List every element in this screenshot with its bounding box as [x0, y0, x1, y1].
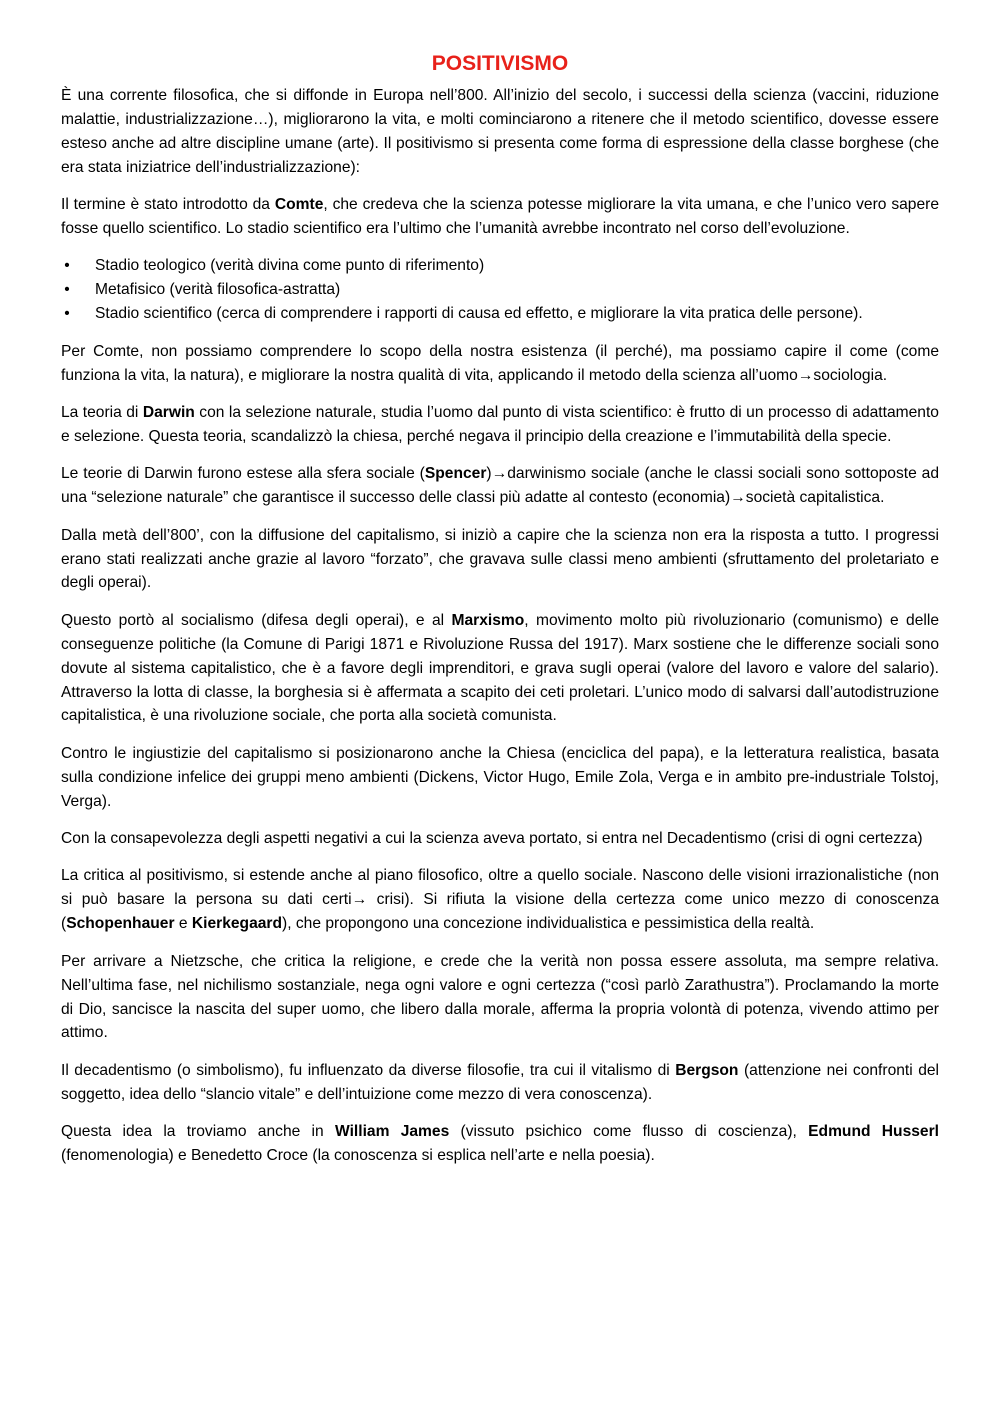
bold-name-edmund-husserl: Edmund Husserl	[808, 1123, 939, 1141]
text-span: ), che propongono una concezione individualistica e pessimistica della realtà.	[282, 915, 815, 933]
text-span: Per Comte, non possiamo comprendere lo scopo della nostra esistenza (il perché), ma possiamo capire il come (come funziona la vita, la natura), e migliorare la nostra qualità di vita, applicando il metodo della scienza all’uomo	[61, 342, 939, 384]
paragraph-bergson	[61, 1059, 939, 1107]
text-span: (fenomenologia) e Benedetto Croce (la conoscenza si esplica nell’arte e nella poesia).	[61, 1147, 655, 1165]
paragraph-philosophical-critique	[61, 864, 939, 936]
text-span: La teoria di	[61, 403, 143, 421]
paragraph-marxism	[61, 609, 939, 729]
paragraph-spencer	[61, 462, 939, 510]
text-span: darwinismo sociale (anche le classi sociali sono sottoposte ad una “selezione naturale” che garantisce il successo delle classi più adatte al contesto (economia)	[61, 465, 939, 507]
arrow-right-icon: →	[797, 366, 814, 384]
bold-name-marxismo: Marxismo	[451, 611, 525, 629]
paragraph-nietzsche: Per arrivare a Nietzsche, che critica la religione, e crede che la verità non possa essere assoluta, ma sempre relativa. Nell’ultima fase, nel nichilismo sostanziale, nega ogni valore e ogni certezza (“così parlò Zarathustra”). Proclamando la morte di Dio, sancisce la nascita del super uomo, che libero dalla morale, afferma la propria volontà di potenza, vivendo attimo per attimo.	[61, 952, 939, 1042]
bold-name-william-james: William James	[334, 1123, 450, 1141]
text-span: Il decadentismo (o simbolismo), fu influenzato da diverse filosofie, tra cui il vitalismo di	[61, 1061, 676, 1079]
bold-name-darwin: Darwin	[142, 403, 195, 421]
bullet-icon: •	[64, 257, 70, 275]
text-span: La critica al positivismo, si estende anche al piano filosofico, oltre a quello sociale. Nascono delle visioni irrazionalistiche (non si può basare la persona su dati certi	[61, 867, 939, 909]
text-span: Questa idea la troviamo anche in	[61, 1123, 335, 1141]
list-item	[61, 278, 939, 302]
text-span: Le teorie di Darwin furono estese alla sfera sociale (	[61, 465, 425, 483]
paragraph-church-literature: Contro le ingiustizie del capitalismo si posizionarono anche la Chiesa (enciclica del papa), e la letteratura realistica, basata sulla condizione infelice dei gruppi meno ambienti (Dickens, Victor Hugo, Emile Zola, Verga e in ambito pre-industriale Tolstoj, Verga).	[61, 744, 939, 810]
text-span: (attenzione nei confronti del soggetto, idea dello “slancio vitale” e dell’intuizione come mezzo di vera conoscenza).	[61, 1061, 940, 1103]
paragraph-intro: È una corrente filosofica, che si diffonde in Europa nell’800. All’inizio del secolo, i successi della scienza (vaccini, riduzione malattie, industrializzazione…), migliorarono la vita, e molti cominciarono a ritenere che il metodo scientifico, dovesse essere esteso anche ad altre discipline umane (arte). Il positivismo si presenta come forma di espressione della classe borghese (che era stata iniziatrice dell’industrializzazione):	[61, 87, 939, 176]
paragraph-capitalism: Dalla metà dell’800’, con la diffusione del capitalismo, si iniziò a capire che la scienza non era la risposta a tutto. I progressi erano stati realizzati anche grazie al lavoro “forzato”, che gravava sulle classi meno ambienti (sfruttamento del proletariato e degli operai).	[61, 526, 939, 592]
text-span: )	[486, 465, 492, 483]
bold-name-spencer: Spencer	[424, 465, 487, 483]
text-span: con la selezione naturale, studia l’uomo dal punto di vista scientifico: è frutto di un processo di adattamento e selezione. Questa teoria, scandalizzò la chiesa, perché negava il principio della creazione e l’immutabilità della specie.	[61, 403, 939, 445]
paragraph-darwin	[61, 401, 939, 449]
text-span: Il termine è stato introdotto da	[61, 196, 275, 214]
text-span: e	[174, 915, 192, 933]
paragraph-comte-sociology	[61, 340, 939, 388]
text-span: crisi). Si rifiuta la visione della certezza come unico mezzo di conoscenza (	[61, 891, 939, 933]
list-item-text: Stadio scientifico (cerca di comprendere i rapporti di causa ed effetto, e migliorare la vita pratica delle persone).	[95, 305, 863, 323]
bold-name-schopenhauer: Schopenhauer	[66, 915, 175, 933]
text-span: società capitalistica.	[745, 489, 885, 507]
bold-name-comte: Comte	[274, 196, 324, 214]
stages-list	[61, 254, 939, 326]
document-title: POSITIVISMO	[431, 52, 569, 75]
paragraph-james-husserl	[61, 1120, 939, 1168]
list-item	[61, 302, 939, 326]
list-item-text: Stadio teologico (verità divina come punto di riferimento)	[95, 257, 485, 275]
arrow-right-icon: →	[730, 489, 746, 507]
text-span: , che credeva che la scienza potesse migliorare la vita umana, e che l’unico vero sapere fosse quello scientifico. Lo stadio scientifico era l’ultimo che l’umanità avrebbe incontrato nel corso dell’evoluzione.	[61, 196, 939, 238]
text-span: Questo portò al socialismo (difesa degli operai), e al	[61, 611, 452, 629]
bold-name-bergson: Bergson	[675, 1061, 739, 1079]
bullet-icon: •	[64, 281, 70, 299]
arrow-right-icon: →	[491, 465, 508, 483]
arrow-right-icon: →	[351, 891, 368, 909]
paragraph-comte	[61, 193, 939, 241]
bullet-icon: •	[64, 305, 70, 323]
list-item	[61, 254, 939, 278]
text-span: , movimento molto più rivoluzionario (comunismo) e delle conseguenze politiche (la Comune di Parigi 1871 e Rivoluzione Russa del 1917). Marx sostiene che le differenze sociali sono dovute al sistema capitalistico, che è a favore degli imprenditori, e grava sugli operai (valore del lavoro e valore del salario). Attraverso la lotta di classe, la borghesia si è affermata a scapito dei ceti proletari. L’unico modo di salvarsi dall’autodistruzione capitalistica, è una rivoluzione sociale, che porta alla società comunista.	[61, 611, 940, 725]
paragraph-decadentism: Con la consapevolezza degli aspetti negativi a cui la scienza aveva portato, si entra nel Decadentismo (crisi di ogni certezza)	[61, 830, 923, 848]
text-span: (vissuto psichico come flusso di coscienza),	[449, 1123, 809, 1141]
text-span: sociologia.	[813, 366, 888, 384]
bold-name-kierkegaard: Kierkegaard	[191, 915, 283, 933]
list-item-text: Metafisico (verità filosofica-astratta)	[95, 281, 341, 299]
